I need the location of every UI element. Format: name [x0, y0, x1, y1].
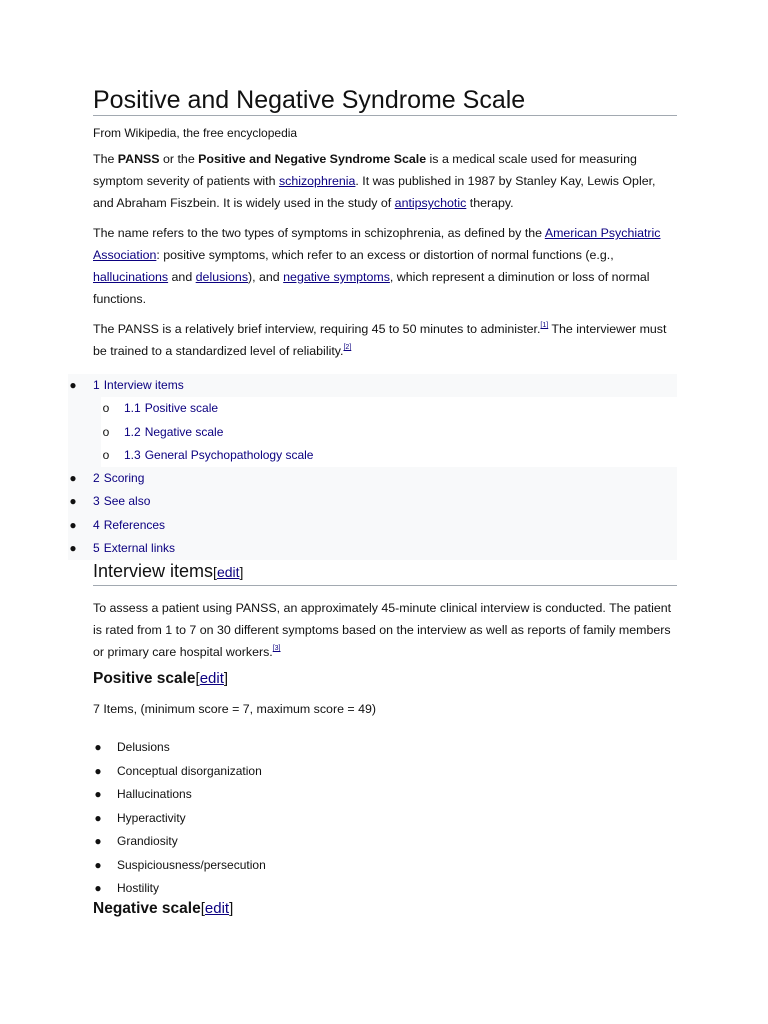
- heading-text: Positive scale: [93, 670, 196, 687]
- toc-number: 1.1: [124, 401, 141, 416]
- toc-label: External links: [103, 541, 176, 556]
- edit-link-negative-scale[interactable]: edit: [204, 900, 230, 917]
- bullet-icon: ●: [69, 541, 77, 556]
- item-text: Suspiciousness/persecution: [117, 857, 266, 872]
- bracket: [: [195, 670, 200, 687]
- toc-item-negative-scale[interactable]: [101, 421, 677, 444]
- bullet-icon: ●: [69, 471, 77, 486]
- item-text: Conceptual disorganization: [117, 763, 262, 778]
- bullet-icon: ●: [94, 763, 102, 778]
- item-text: Hallucinations: [117, 787, 192, 801]
- bullet-icon: ●: [94, 857, 102, 872]
- bullet-icon: ●: [69, 378, 77, 392]
- circle-bullet-icon: o: [102, 424, 110, 439]
- toc-item-references[interactable]: [68, 514, 677, 537]
- article-body: [93, 86, 677, 362]
- link-antipsychotic[interactable]: antipsychotic: [394, 196, 467, 210]
- text: The interviewer must be trained to a standardized level of reliability.: [93, 322, 667, 358]
- toc-item-interview-items[interactable]: [68, 374, 677, 397]
- toc-item-scoring[interactable]: [68, 467, 677, 490]
- item-text: Hyperactivity: [117, 810, 186, 825]
- circle-bullet-icon: o: [102, 401, 110, 416]
- toc-number: 1: [93, 378, 100, 392]
- toc-label: Negative scale: [144, 424, 224, 439]
- toc-label: Positive scale: [144, 401, 219, 416]
- positive-scale-summary: 7 Items, (minimum score = 7, maximum score = 49): [93, 702, 376, 716]
- bullet-icon: ●: [94, 740, 102, 754]
- toc-number: 1.2: [124, 424, 141, 439]
- edit-section: [201, 900, 234, 917]
- toc-label: See also: [103, 494, 151, 509]
- site-subtitle: From Wikipedia, the free encyclopedia: [93, 126, 298, 140]
- toc-label: General Psychopathology scale: [144, 447, 314, 462]
- section-heading-interview-items: [93, 559, 677, 586]
- toc-number: 3: [93, 494, 100, 509]
- text: The name refers to the two types of symptoms in schizophrenia, as defined by the: [93, 226, 545, 240]
- intro-paragraph-1: [93, 148, 677, 214]
- reference-link-3[interactable]: [3]: [272, 645, 281, 652]
- text: and: [168, 270, 196, 284]
- bullet-icon: ●: [94, 810, 102, 825]
- toc-item-positive-scale[interactable]: [101, 397, 677, 420]
- toc-item-general-psychopathology-scale[interactable]: [101, 444, 677, 467]
- link-schizophrenia[interactable]: schizophrenia: [278, 174, 356, 188]
- text: : positive symptoms, which refer to an excess or distortion of normal functions (e.g.,: [156, 248, 614, 262]
- section-heading-positive-scale: [93, 669, 228, 689]
- toc-item-external-links[interactable]: [68, 537, 677, 560]
- interview-paragraph: [93, 597, 677, 663]
- link-delusions[interactable]: delusions: [195, 270, 249, 284]
- table-of-contents: [68, 374, 677, 560]
- heading-text: Negative scale: [93, 900, 201, 917]
- link-hallucinations[interactable]: hallucinations: [93, 270, 169, 284]
- bracket: ]: [223, 670, 229, 687]
- item-text: Grandiosity: [117, 834, 178, 848]
- text: ), and: [248, 270, 284, 284]
- bullet-icon: ●: [94, 834, 102, 848]
- text: therapy.: [466, 196, 514, 210]
- toc-sublist: [101, 397, 677, 467]
- toc-label: Scoring: [103, 471, 145, 486]
- edit-section: [213, 564, 243, 580]
- reference-link-1[interactable]: [1]: [540, 322, 549, 329]
- edit-link-positive-scale[interactable]: edit: [199, 670, 224, 687]
- bracket: [: [213, 564, 217, 580]
- section-heading-negative-scale: [93, 899, 233, 919]
- toc-label: References: [103, 517, 166, 532]
- reference-link-2[interactable]: [2]: [343, 344, 352, 351]
- toc-item-see-also[interactable]: [68, 490, 677, 513]
- text: is a medical scale used for measuring symptom severity of patients with: [93, 152, 637, 188]
- bracket: ]: [229, 900, 234, 917]
- bullet-icon: ●: [94, 881, 102, 895]
- edit-section: [196, 670, 229, 687]
- intro-paragraph-2: [93, 222, 677, 310]
- toc-number: 1.3: [124, 447, 141, 462]
- item-text: Hostility: [117, 881, 160, 895]
- bullet-icon: ●: [94, 787, 102, 801]
- toc-number: 5: [93, 541, 100, 556]
- bold-term-panss: PANSS: [117, 152, 160, 166]
- page-title: Positive and Negative Syndrome Scale: [93, 86, 677, 116]
- intro-paragraph-3: [93, 318, 677, 362]
- text: The: [93, 152, 118, 166]
- link-american-psychiatric-association[interactable]: American Psychiatric Association: [93, 226, 661, 262]
- bullet-icon: ●: [69, 517, 77, 532]
- circle-bullet-icon: o: [102, 447, 110, 462]
- text: . It was published in 1987 by Stanley Kay, Lewis Opler, and Abraham Fiszbein. It is widely used in the study of: [93, 174, 656, 210]
- link-negative-symptoms[interactable]: negative symptoms: [283, 270, 390, 284]
- item-text: Delusions: [117, 740, 170, 754]
- toc-label: Interview items: [103, 378, 184, 392]
- bold-term-full-name: Positive and Negative Syndrome Scale: [198, 152, 427, 166]
- text: or the: [159, 152, 199, 166]
- text: To assess a patient using PANSS, an approximately 45-minute clinical interview is conducted. The patient is rated from 1 to 7 on 30 different symptoms based on the interview as well as reports of family members or primary care hospital workers.: [93, 601, 672, 659]
- text: The PANSS is a relatively brief interview, requiring 45 to 50 minutes to administer.: [93, 322, 541, 336]
- heading-text: Interview items: [93, 561, 214, 581]
- bracket: ]: [239, 564, 244, 580]
- bullet-icon: ●: [69, 494, 77, 509]
- edit-link-interview-items[interactable]: edit: [216, 564, 240, 580]
- toc-number: 2: [93, 471, 100, 486]
- toc-number: 4: [93, 517, 100, 532]
- text: , which represent a diminution or loss of normal functions.: [93, 270, 650, 306]
- bracket: [: [200, 900, 205, 917]
